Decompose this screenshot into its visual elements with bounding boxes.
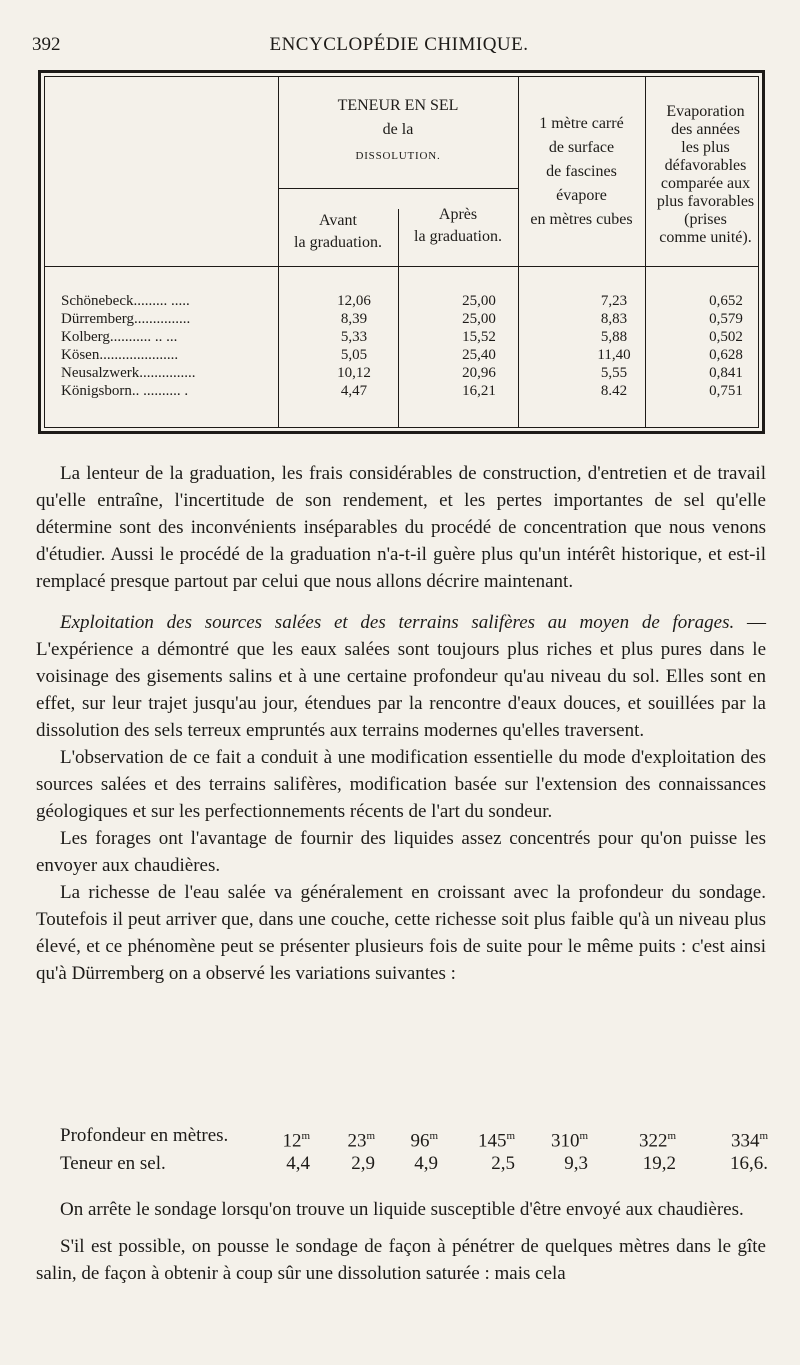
running-title: ENCYCLOPÉDIE CHIMIQUE. bbox=[269, 34, 529, 55]
table-cell-apres: 16,21 bbox=[462, 383, 496, 399]
table-cell-ratio: 0,652 bbox=[709, 293, 743, 309]
head-apres-1: Après bbox=[438, 206, 478, 223]
head-teneur: TENEUR EN SEL bbox=[337, 97, 459, 114]
salt-value: 2,5 bbox=[491, 1153, 515, 1174]
table-row bbox=[61, 382, 761, 400]
head-evap-2: des années bbox=[671, 121, 740, 138]
table-cell-ratio: 0,502 bbox=[709, 329, 743, 345]
head-evap-7: (prises bbox=[684, 211, 727, 228]
salt-value: 16,6. bbox=[730, 1153, 768, 1174]
page-header bbox=[32, 34, 766, 56]
head-apres-2: la graduation. bbox=[414, 228, 502, 245]
table-cell-ratio: 0,628 bbox=[709, 347, 743, 363]
section-heading: Exploitation des sources salées et des terrains salifères au moyen de forages. bbox=[60, 612, 735, 633]
depth-unit: m bbox=[759, 1130, 768, 1142]
paragraph: La lenteur de la graduation, les frais considérables de construction, d'entretien et de travail qu'elle entraîne, l'incertitude de son rendement, et les pertes importantes de sel qu'elle détermine sont des inconvénients inséparables du procédé de concentration que nous venons d'étudier. Aussi le procédé de la graduation n'a-t-il guère plus qu'un intérêt historique, et est-il remplacé presque partout par celui que nous allons décrire maintenant. bbox=[36, 463, 766, 592]
paragraph: La richesse de l'eau salée va généralement en croissant avec la profondeur du sondage. Toutefois il peut arriver que, dans une couche, cette richesse soit plus faible qu'à un niveau plus élevé, et ce phénomène peut se présenter plusieurs fois de suite pour le même puits : c'est ainsi qu'à Dürremberg on a observé les variations suivantes : bbox=[36, 882, 766, 984]
depth-label: Profondeur en mètres. bbox=[60, 1125, 229, 1146]
table-cell-name: Dürremberg............... bbox=[61, 311, 191, 327]
paragraph: L'observation de ce fait a conduit à une modification essentielle du mode d'exploitation des sources salées et des terrains salifères, modification basée sur l'extension des connaissances géologiques et sur les perfectionnements récents de l'art du sondeur. bbox=[36, 747, 766, 822]
table-cell-avant: 10,12 bbox=[337, 365, 371, 381]
table-cell-evapore: 8,83 bbox=[600, 311, 628, 327]
table-body bbox=[61, 292, 761, 400]
table-cell-avant: 12,06 bbox=[337, 293, 371, 309]
depth-number: 145 bbox=[477, 1130, 507, 1152]
table-cell-evapore: 8.42 bbox=[600, 383, 628, 399]
depth-unit: m bbox=[366, 1130, 375, 1142]
salt-value: 4,9 bbox=[414, 1153, 438, 1174]
depth-row bbox=[60, 1122, 772, 1150]
head-avant-1: Avant bbox=[319, 212, 357, 229]
table-cell-ratio: 0,579 bbox=[709, 311, 743, 327]
table-row bbox=[61, 328, 761, 346]
table-cell-apres: 25,00 bbox=[462, 311, 496, 327]
head-evap-4: défavorables bbox=[664, 157, 747, 174]
paragraph-text: — L'expérience a démontré que les eaux salées sont toujours plus riches et plus pures dans le voisinage des gisements salins et à une certaine profondeur qu'au niveau du sol. Elles sont en effet, sur leur trajet jusqu'au jour, étendues par la rencontre d'eaux douces, et souillées par la dissolution des sels terreux empruntés aux terrains modernes qu'elles traversent. bbox=[36, 612, 766, 741]
table-cell-ratio: 0,751 bbox=[709, 383, 743, 399]
body-text-2 bbox=[36, 1196, 766, 1287]
table-cell-evapore: 5,88 bbox=[600, 329, 628, 345]
depth-unit: m bbox=[579, 1130, 588, 1142]
paragraph bbox=[36, 609, 766, 744]
head-metre-5: en mètres cubes bbox=[530, 211, 633, 228]
table-cell-apres: 25,00 bbox=[462, 293, 496, 309]
table-cell-avant: 4,47 bbox=[340, 383, 368, 399]
salt-value: 9,3 bbox=[564, 1153, 588, 1174]
table-cell-avant: 8,39 bbox=[340, 311, 368, 327]
paragraph: Les forages ont l'avantage de fournir des liquides assez concentrés pour qu'on puisse les envoyer aux chaudières. bbox=[36, 828, 766, 876]
table-cell-evapore: 11,40 bbox=[597, 347, 631, 363]
head-evap-8: comme unité). bbox=[659, 229, 752, 246]
table-cell-name: Schönebeck......... ..... bbox=[61, 293, 190, 309]
table-cell-name: Neusalzwerk............... bbox=[61, 365, 196, 381]
depth-number: 12 bbox=[282, 1130, 302, 1152]
data-table bbox=[38, 70, 765, 434]
table-cell-name: Kolberg........... .. ... bbox=[61, 329, 178, 345]
salt-label: Teneur en sel. bbox=[60, 1153, 166, 1174]
head-metre-1: 1 mètre carré bbox=[539, 115, 624, 132]
salt-value: 2,9 bbox=[351, 1153, 375, 1174]
table-row bbox=[61, 364, 761, 382]
salt-value: 4,4 bbox=[286, 1153, 310, 1174]
table-cell-evapore: 7,23 bbox=[600, 293, 628, 309]
depth-number: 334 bbox=[730, 1130, 760, 1152]
table-cell-name: Kösen..................... bbox=[61, 347, 179, 363]
depth-number: 23 bbox=[347, 1130, 367, 1152]
paragraph: S'il est possible, on pousse le sondage de façon à pénétrer de quelques mètres dans le gîte salin, de façon à obtenir à coup sûr une dissolution saturée : mais cela bbox=[36, 1236, 766, 1284]
head-evap-5: comparée aux bbox=[660, 175, 751, 192]
table-cell-ratio: 0,841 bbox=[709, 365, 743, 381]
table-row bbox=[61, 346, 761, 364]
table-cell-avant: 5,05 bbox=[340, 347, 368, 363]
table-row bbox=[61, 292, 761, 310]
depth-unit: m bbox=[429, 1130, 438, 1142]
head-avant-2: la graduation. bbox=[294, 234, 382, 251]
depth-table bbox=[60, 1122, 772, 1178]
paragraph: On arrête le sondage lorsqu'on trouve un liquide susceptible d'être envoyé aux chaudières. bbox=[60, 1199, 744, 1220]
page-number: 392 bbox=[32, 34, 61, 55]
table-cell-evapore: 5,55 bbox=[600, 365, 628, 381]
table-cell-apres: 15,52 bbox=[462, 329, 496, 345]
depth-unit: m bbox=[506, 1130, 515, 1142]
head-de-la: de la bbox=[382, 121, 414, 138]
body-text-1 bbox=[36, 460, 766, 987]
head-evap-3: les plus bbox=[681, 139, 730, 156]
head-metre-2: de surface bbox=[548, 139, 615, 156]
table-cell-apres: 20,96 bbox=[462, 365, 496, 381]
depth-number: 96 bbox=[410, 1130, 430, 1152]
table-cell-apres: 25,40 bbox=[462, 347, 496, 363]
head-evap-1: Evaporation bbox=[666, 103, 745, 120]
head-metre-3: de fascines bbox=[546, 163, 617, 180]
depth-number: 322 bbox=[638, 1130, 668, 1152]
head-metre-4: évapore bbox=[556, 187, 607, 204]
depth-unit: m bbox=[301, 1130, 310, 1142]
head-dissolution: DISSOLUTION. bbox=[355, 150, 441, 162]
depth-unit: m bbox=[667, 1130, 676, 1142]
table-cell-name: Königsborn.. .......... . bbox=[61, 383, 189, 399]
salt-value: 19,2 bbox=[642, 1153, 676, 1174]
head-evap-6: plus favorables bbox=[656, 193, 755, 210]
salt-row bbox=[60, 1150, 772, 1178]
depth-number: 310 bbox=[550, 1130, 580, 1152]
table-cell-avant: 5,33 bbox=[340, 329, 368, 345]
table-row bbox=[61, 310, 761, 328]
